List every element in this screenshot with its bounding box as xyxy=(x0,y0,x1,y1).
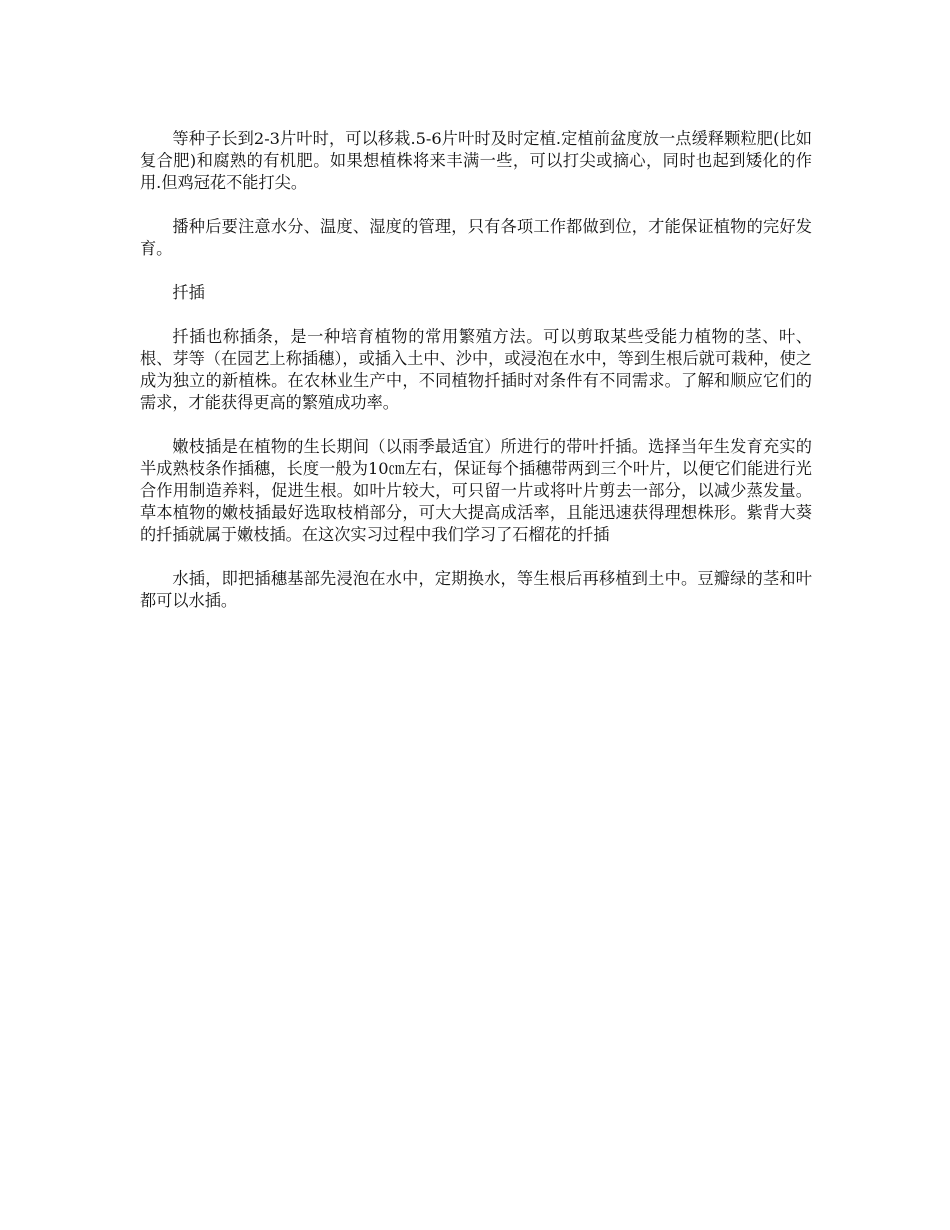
section-heading-cutting: 扦插 xyxy=(172,283,205,302)
paragraph-sowing-care: 播种后要注意水分、温度、湿度的管理，只有各项工作都做到位，才能保证植物的完好发育。 xyxy=(140,217,812,258)
paragraph-softwood-cutting: 嫩枝插是在植物的生长期间（以雨季最适宜）所进行的带叶扦插。选择当年生发育充实的半成熟枝条作插穗，长度一般为10㎝左右，保证每个插穗带两到三个叶片，以便它们能进行光合作用制造养料，促进生根。如叶片较大，可只留一片或将叶片剪去一部分，以减少蒸发量。草本植物的嫩枝插最好选取枝梢部分，可大大提高成活率，且能迅速获得理想株形。紫背大葵的扦插就属于嫩枝插。在这次实习过程中我们学习了石榴花的扦插 xyxy=(140,437,812,544)
paragraph-cutting-definition: 扦插也称插条，是一种培育植物的常用繁殖方法。可以剪取某些受能力植物的茎、叶、根、芽等（在园艺上称插穗），或插入土中、沙中，或浸泡在水中，等到生根后就可栽种，使之成为独立的新植株。在农林业生产中，不同植物扦插时对条件有不同需求。了解和顺应它们的需求，才能获得更高的繁殖成功率。 xyxy=(140,327,812,412)
paragraph-water-cutting: 水插，即把插穗基部先浸泡在水中，定期换水，等生根后再移植到土中。豆瓣绿的茎和叶都可以水插。 xyxy=(140,569,812,610)
document-page xyxy=(140,128,812,634)
paragraph-transplanting: 等种子长到2-3片叶时，可以移栽.5-6片叶时及时定植.定植前盆度放一点缓释颗粒肥(比如复合肥)和腐熟的有机肥。如果想植株将来丰满一些，可以打尖或摘心，同时也起到矮化的作用.但鸡冠花不能打尖。 xyxy=(140,129,812,192)
